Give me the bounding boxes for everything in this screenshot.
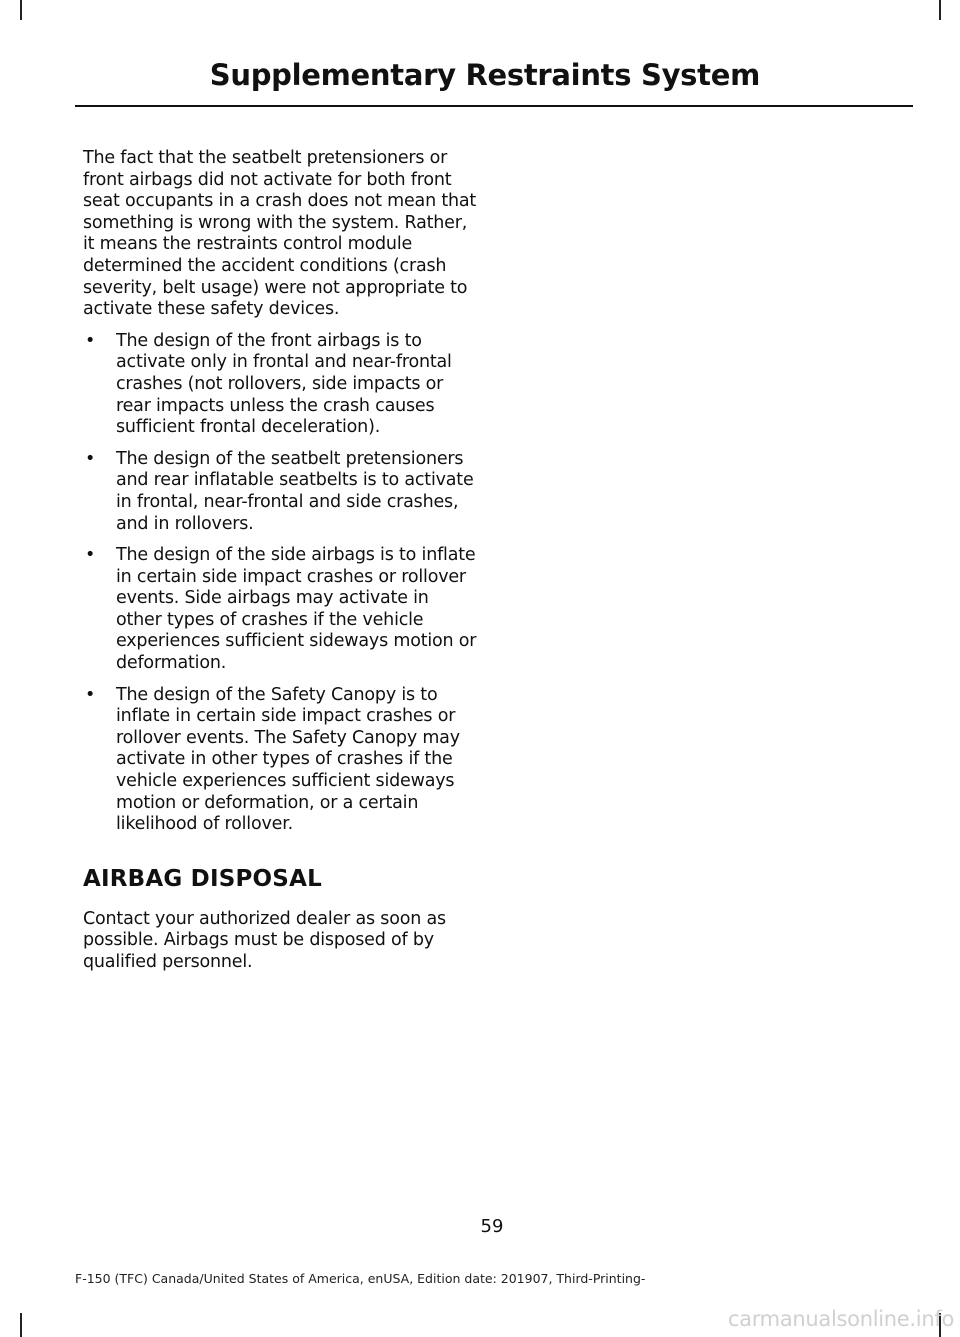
content-column: [83, 148, 478, 974]
bullet-icon: •: [85, 330, 96, 351]
header-divider: [75, 105, 913, 107]
bullet-icon: •: [85, 684, 96, 705]
crop-mark-top-right: [939, 0, 941, 20]
list-item-text: The design of the side airbags is to inflate in certain side impact crashes or rollover events. Side airbags may activate in other types of crashes if the vehicle experiences sufficient sideways motion or deformation.: [116, 545, 477, 674]
list-item-text: The design of the seatbelt pretensioners and rear inflatable seatbelts is to activate in frontal, near-frontal and side crashes, and in rollovers.: [116, 448, 474, 534]
list-item-text: The design of the front airbags is to activate only in frontal and near-frontal crashes (not rollovers, side impacts or rear impacts unless the crash causes sufficient frontal deceleration).: [116, 330, 452, 438]
list-item: [83, 449, 478, 535]
list-item: [83, 685, 478, 836]
section-heading: AIRBAG DISPOSAL: [83, 865, 322, 892]
list-item-text: The design of the Safety Canopy is to inflate in certain side impact crashes or rollover events. The Safety Canopy may activate in other types of crashes if the vehicle experiences sufficient sideways motion or deformation, or a certain likelihood of rollover.: [116, 684, 460, 835]
bullet-icon: •: [85, 545, 96, 566]
list-item: [83, 545, 478, 675]
page-title: Supplementary Restraints System: [209, 58, 760, 92]
page-number: 59: [480, 1216, 504, 1237]
watermark: carmanualsonline.info: [727, 1307, 954, 1331]
crop-mark-bottom-left: [20, 1313, 22, 1337]
list-item: [83, 331, 478, 439]
crop-mark-top-left: [20, 0, 22, 20]
edition-footer: F-150 (TFC) Canada/United States of America, enUSA, Edition date: 201907, Third-Printing-: [75, 1271, 646, 1286]
intro-paragraph: The fact that the seatbelt pretensioners or front airbags did not activate for both front seat occupants in a crash does not mean that something is wrong with the system. Rather, it means the restraints control module determined the accident conditions (crash severity, belt usage) were not appropriate to activate these safety devices.: [83, 148, 477, 320]
bullet-list: [83, 331, 478, 836]
bullet-icon: •: [85, 448, 96, 469]
section-paragraph: Contact your authorized dealer as soon as possible. Airbags must be disposed of by qualified personnel.: [83, 908, 446, 972]
